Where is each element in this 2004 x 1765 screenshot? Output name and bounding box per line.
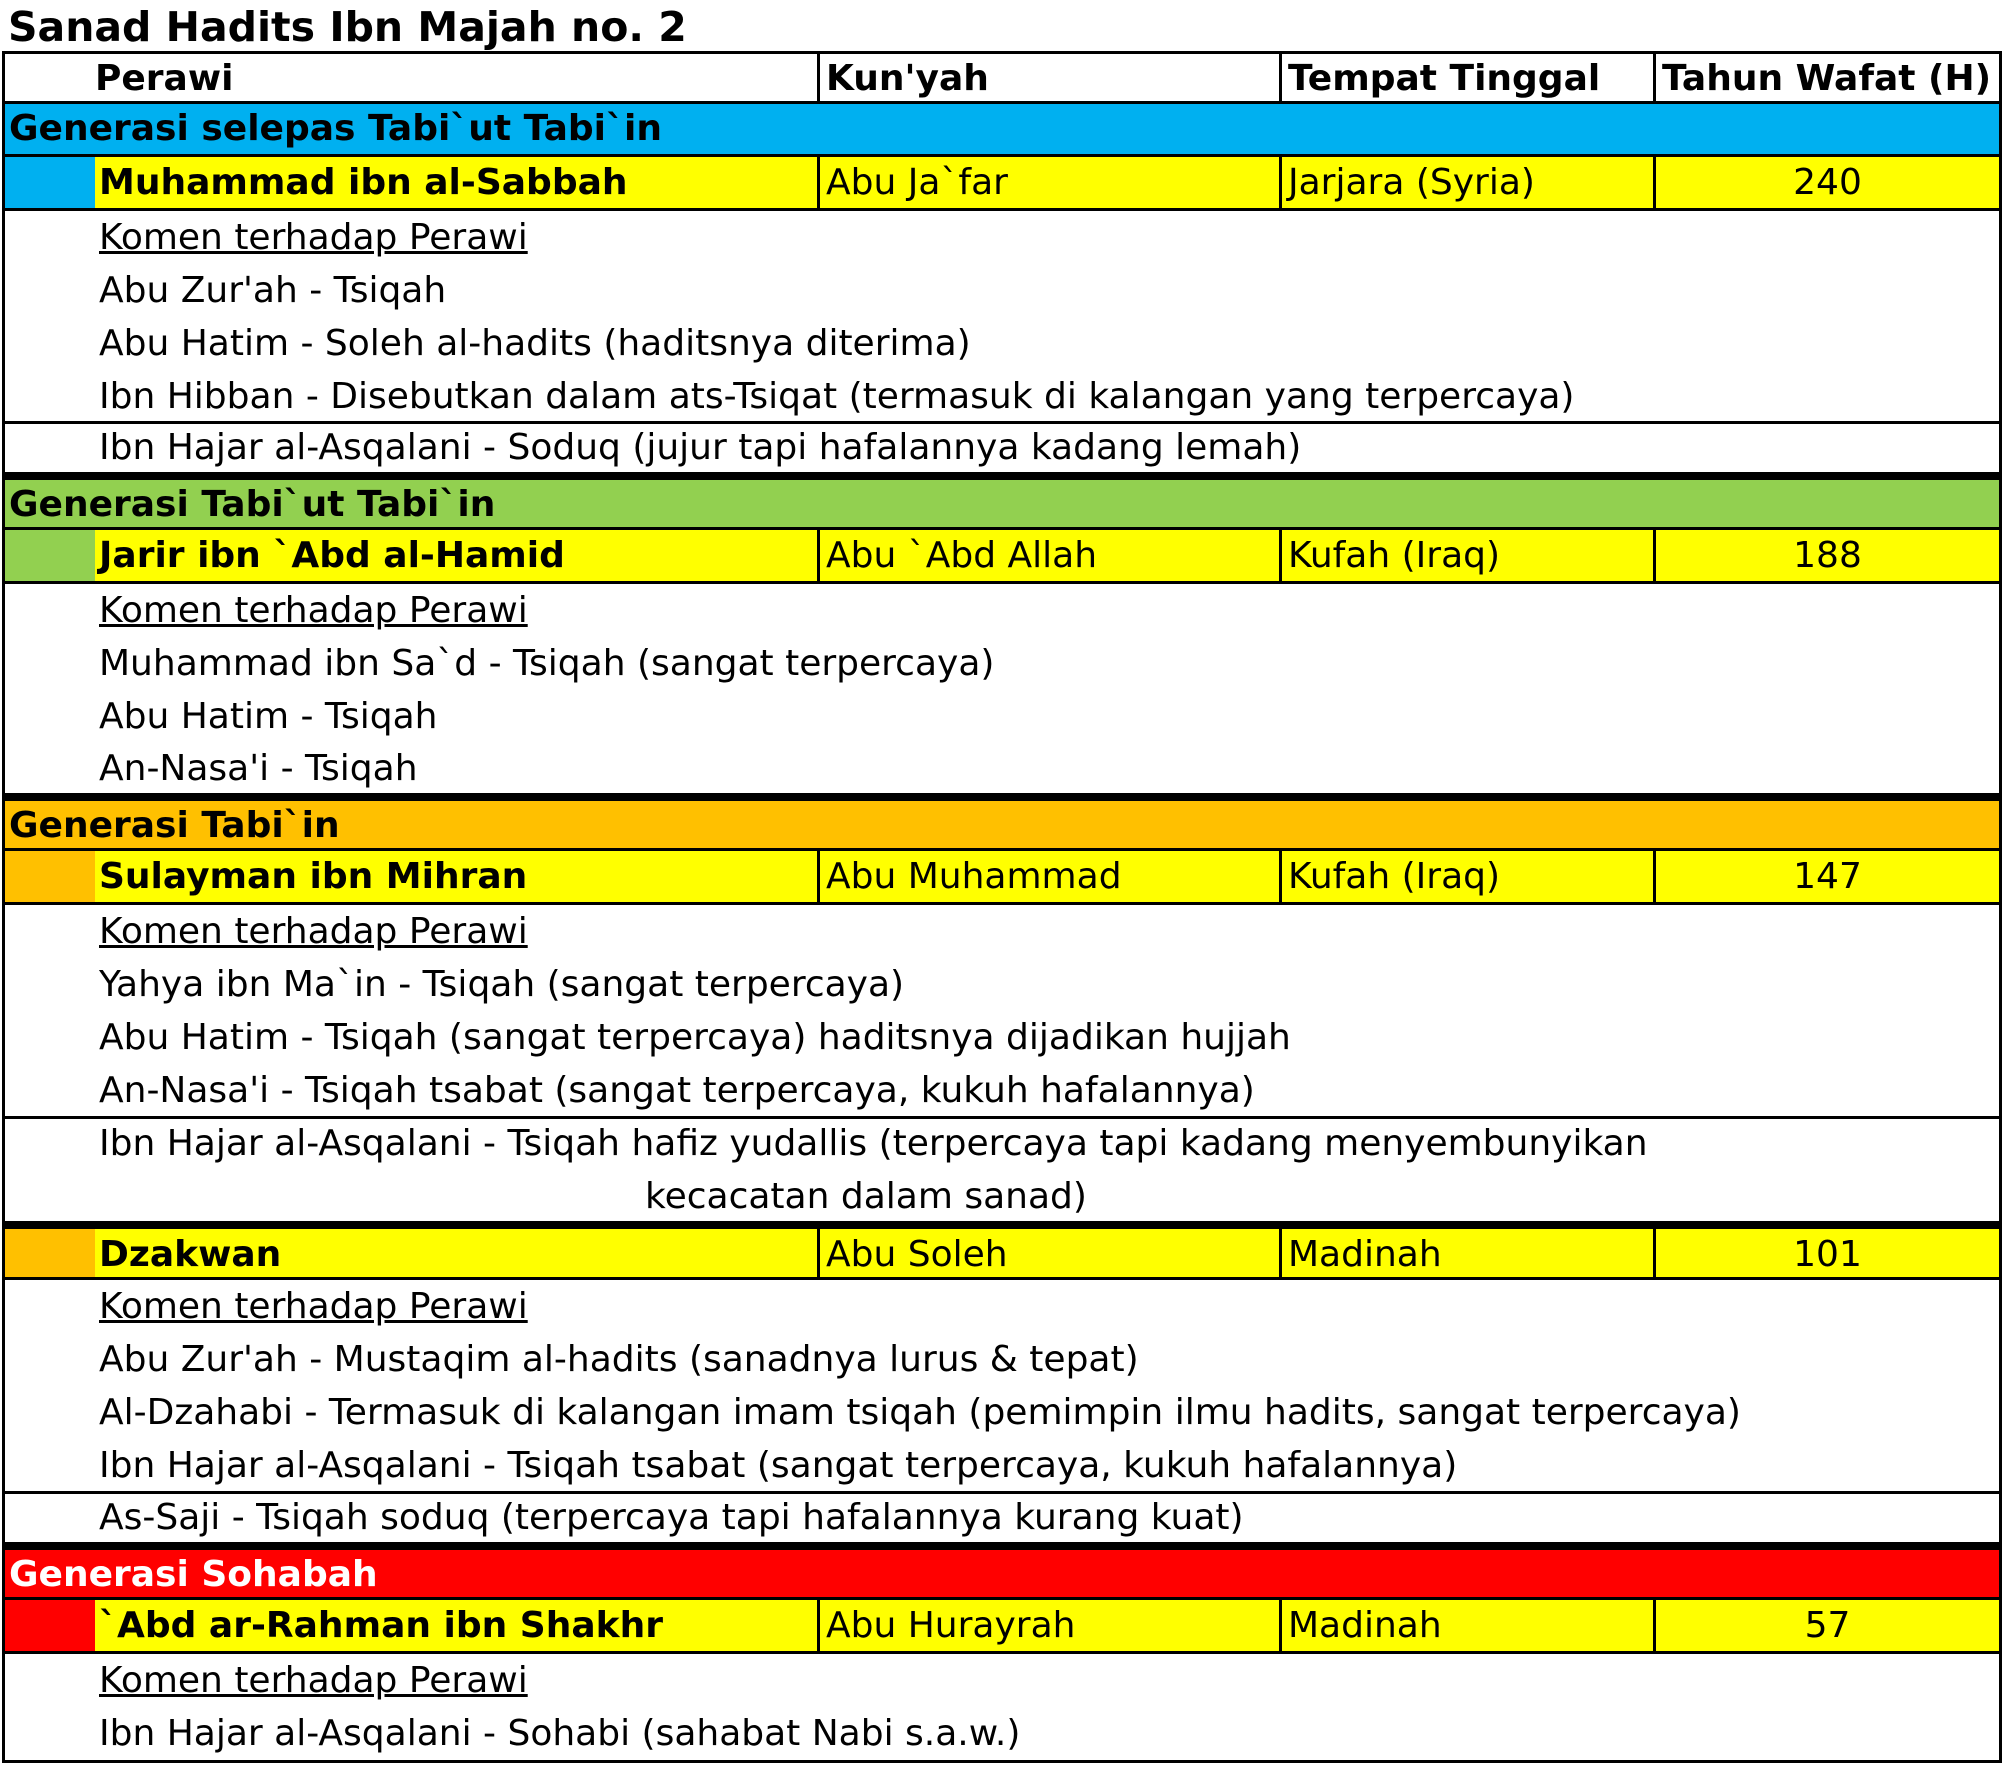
narrator-row	[2, 157, 2002, 211]
header-tahun-wafat: Tahun Wafat (H)	[1653, 54, 1999, 101]
narrator-tempat-tinggal: Madinah	[1279, 1229, 1653, 1277]
document-title: Sanad Hadits Ibn Majah no. 2	[8, 3, 687, 51]
comment-heading: Komen terhadap Perawi	[99, 1286, 528, 1327]
narrator-tempat-tinggal: Madinah	[1279, 1600, 1653, 1651]
comment-text: Ibn Hajar al-Asqalani - Soduq (jujur tapi hafalannya kadang lemah)	[99, 427, 1302, 468]
narrator-tahun-wafat: 101	[1653, 1229, 1999, 1277]
sanad-table	[2, 51, 2002, 1763]
comment-row	[2, 1119, 2002, 1171]
comment-heading-row	[2, 1654, 2002, 1707]
comment-row	[2, 424, 2002, 472]
header-row	[2, 51, 2002, 104]
narrator-tahun-wafat: 147	[1653, 851, 1999, 902]
comment-row	[2, 690, 2002, 743]
comment-heading: Komen terhadap Perawi	[99, 911, 528, 952]
generation-color-strip	[5, 157, 95, 208]
generation-color-strip	[5, 1600, 95, 1651]
generation-color-strip	[5, 1229, 95, 1277]
comment-text: Abu Zur'ah - Tsiqah	[99, 270, 447, 311]
comment-heading-row	[2, 905, 2002, 958]
comment-heading-row	[2, 584, 2002, 637]
narrator-kunyah: Abu Hurayrah	[817, 1600, 1279, 1651]
narrator-name: Muhammad ibn al-Sabbah	[95, 157, 817, 208]
header-tempat-tinggal: Tempat Tinggal	[1279, 54, 1653, 101]
comment-text: kecacatan dalam sanad)	[645, 1176, 1087, 1217]
narrator-row	[2, 851, 2002, 905]
comment-heading-row	[2, 211, 2002, 264]
generation-color-strip	[5, 530, 95, 581]
comment-text: Ibn Hajar al-Asqalani - Tsiqah tsabat (sangat terpercaya, kukuh hafalannya)	[99, 1445, 1458, 1486]
generation-row	[2, 472, 2002, 530]
comment-text: An-Nasa'i - Tsiqah	[99, 748, 418, 789]
generation-label: Generasi Tabi`ut Tabi`in	[9, 484, 496, 525]
narrator-tempat-tinggal: Jarjara (Syria)	[1279, 157, 1653, 208]
comment-text: Abu Hatim - Tsiqah	[99, 696, 438, 737]
generation-label: Generasi Sohabah	[9, 1554, 378, 1595]
comment-text: Ibn Hajar al-Asqalani - Tsiqah hafiz yudallis (terpercaya tapi kadang menyembunyikan	[99, 1123, 1648, 1164]
generation-row	[2, 104, 2002, 157]
narrator-tahun-wafat: 188	[1653, 530, 1999, 581]
comment-text: As-Saji - Tsiqah soduq (terpercaya tapi hafalannya kurang kuat)	[99, 1497, 1244, 1538]
comment-row	[2, 1064, 2002, 1119]
comment-text: Abu Hatim - Soleh al-hadits (haditsnya diterima)	[99, 323, 971, 364]
comment-row	[2, 1494, 2002, 1542]
narrator-row	[2, 1600, 2002, 1654]
comment-heading: Komen terhadap Perawi	[99, 217, 528, 258]
narrator-name: Sulayman ibn Mihran	[95, 851, 817, 902]
narrator-tempat-tinggal: Kufah (Iraq)	[1279, 530, 1653, 581]
comment-text: Ibn Hibban - Disebutkan dalam ats-Tsiqat (termasuk di kalangan yang terpercaya)	[99, 376, 1575, 417]
generation-row	[2, 793, 2002, 851]
comment-text: Al-Dzahabi - Termasuk di kalangan imam tsiqah (pemimpin ilmu hadits, sangat terpercaya)	[99, 1392, 1741, 1433]
comment-row	[2, 264, 2002, 317]
comment-text: Abu Hatim - Tsiqah (sangat terpercaya) haditsnya dijadikan hujjah	[99, 1017, 1291, 1058]
narrator-kunyah: Abu Muhammad	[817, 851, 1279, 902]
comment-row	[2, 1333, 2002, 1386]
narrator-kunyah: Abu Soleh	[817, 1229, 1279, 1277]
comment-row	[2, 637, 2002, 690]
narrator-tahun-wafat: 240	[1653, 157, 1999, 208]
comment-text: Yahya ibn Ma`in - Tsiqah (sangat terpercaya)	[99, 964, 905, 1005]
narrator-kunyah: Abu `Abd Allah	[817, 530, 1279, 581]
narrator-name: Dzakwan	[95, 1229, 817, 1277]
comment-row	[2, 958, 2002, 1011]
comment-text: An-Nasa'i - Tsiqah tsabat (sangat terpercaya, kukuh hafalannya)	[99, 1070, 1255, 1111]
comment-row	[2, 370, 2002, 424]
comment-heading-row	[2, 1280, 2002, 1333]
generation-label: Generasi selepas Tabi`ut Tabi`in	[9, 108, 662, 149]
comment-row	[2, 317, 2002, 370]
narrator-name: `Abd ar-Rahman ibn Shakhr	[95, 1600, 817, 1651]
comment-row	[2, 1439, 2002, 1494]
generation-row	[2, 1542, 2002, 1600]
comment-row	[2, 743, 2002, 793]
narrator-tempat-tinggal: Kufah (Iraq)	[1279, 851, 1653, 902]
comment-text: Abu Zur'ah - Mustaqim al-hadits (sanadnya lurus & tepat)	[99, 1339, 1139, 1380]
comment-row	[2, 1011, 2002, 1064]
generation-label: Generasi Tabi`in	[9, 805, 340, 846]
narrator-name: Jarir ibn `Abd al-Hamid	[95, 530, 817, 581]
header-perawi: Perawi	[95, 58, 234, 99]
narrator-kunyah: Abu Ja`far	[817, 157, 1279, 208]
comment-row	[2, 1707, 2002, 1763]
comment-row	[2, 1386, 2002, 1439]
generation-color-strip	[5, 851, 95, 902]
header-kunyah: Kun'yah	[817, 54, 1279, 101]
comment-text: Ibn Hajar al-Asqalani - Sohabi (sahabat Nabi s.a.w.)	[99, 1713, 1021, 1754]
comment-heading: Komen terhadap Perawi	[99, 590, 528, 631]
narrator-tahun-wafat: 57	[1653, 1600, 1999, 1651]
comment-heading: Komen terhadap Perawi	[99, 1660, 528, 1701]
comment-text: Muhammad ibn Sa`d - Tsiqah (sangat terpercaya)	[99, 643, 995, 684]
comment-row	[2, 1171, 2002, 1221]
narrator-row	[2, 1221, 2002, 1280]
narrator-row	[2, 530, 2002, 584]
